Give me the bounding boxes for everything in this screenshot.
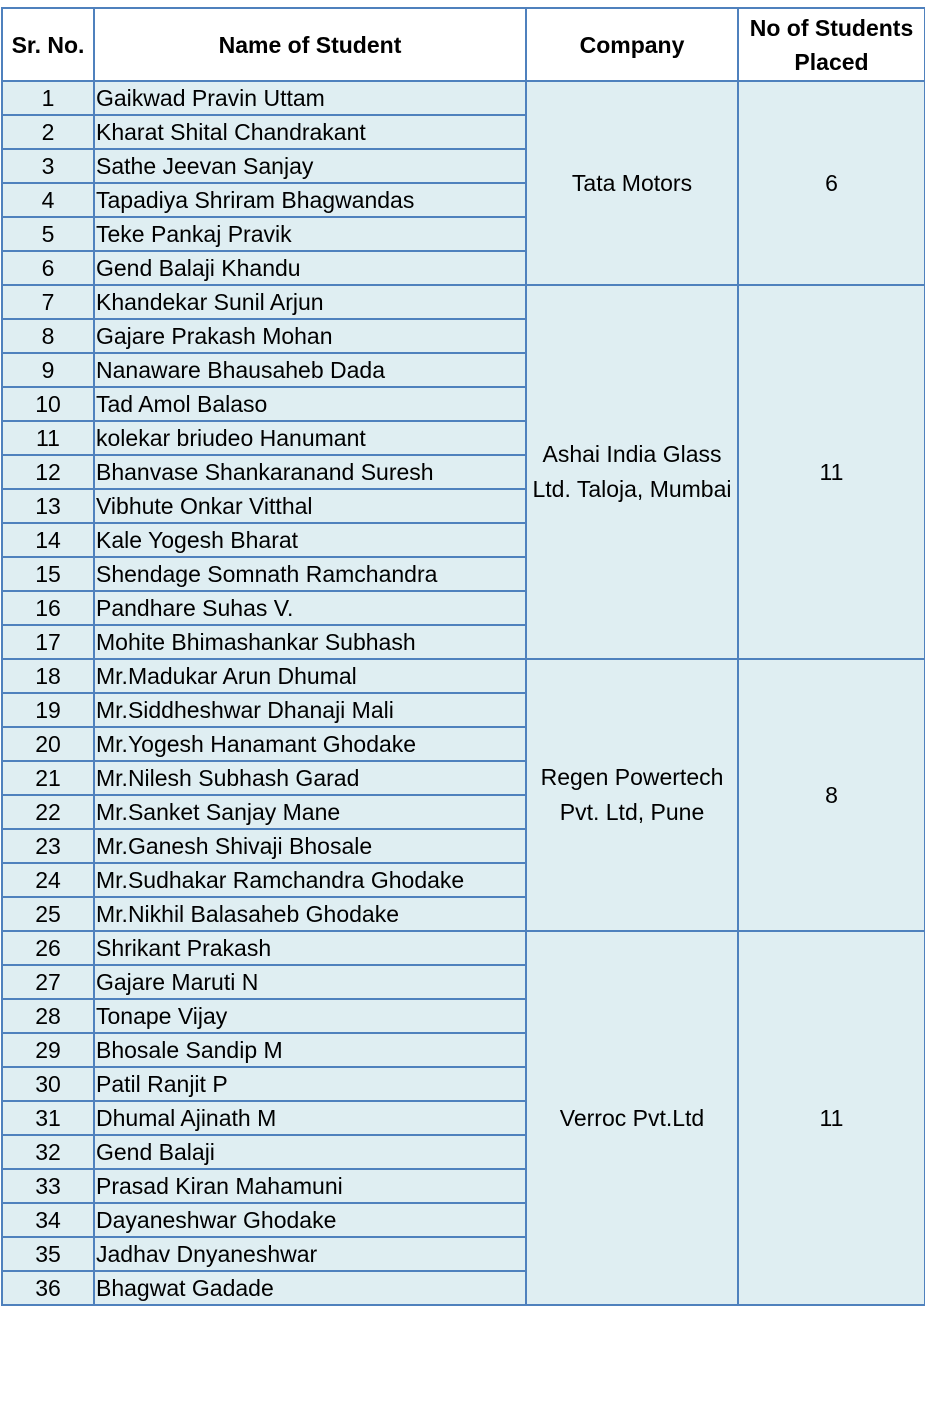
student-name-cell: Tapadiya Shriram Bhagwandas: [94, 183, 526, 217]
student-name-cell: Dhumal Ajinath M: [94, 1101, 526, 1135]
student-name-cell: Gend Balaji Khandu: [94, 251, 526, 285]
student-name-cell: Teke Pankaj Pravik: [94, 217, 526, 251]
sr-no-cell: 20: [2, 727, 94, 761]
sr-no-cell: 27: [2, 965, 94, 999]
placement-table: [1, 7, 925, 1306]
sr-no-cell: 9: [2, 353, 94, 387]
sr-no-cell: 18: [2, 659, 94, 693]
student-name-cell: Patil Ranjit P: [94, 1067, 526, 1101]
student-name-cell: Kale Yogesh Bharat: [94, 523, 526, 557]
sr-no-cell: 8: [2, 319, 94, 353]
header-company: Company: [526, 8, 738, 81]
sr-no-cell: 13: [2, 489, 94, 523]
table-body: [2, 81, 925, 1305]
sr-no-cell: 6: [2, 251, 94, 285]
students-placed-cell: 11: [738, 931, 925, 1305]
student-name-cell: Mohite Bhimashankar Subhash: [94, 625, 526, 659]
sr-no-cell: 3: [2, 149, 94, 183]
student-name-cell: Mr.Madukar Arun Dhumal: [94, 659, 526, 693]
student-name-cell: Gaikwad Pravin Uttam: [94, 81, 526, 115]
table-row: [2, 285, 925, 319]
student-name-cell: Tonape Vijay: [94, 999, 526, 1033]
company-cell: Ashai India Glass Ltd. Taloja, Mumbai: [526, 285, 738, 659]
student-name-cell: Khandekar Sunil Arjun: [94, 285, 526, 319]
student-name-cell: Bhosale Sandip M: [94, 1033, 526, 1067]
sr-no-cell: 36: [2, 1271, 94, 1305]
sr-no-cell: 30: [2, 1067, 94, 1101]
student-name-cell: Shendage Somnath Ramchandra: [94, 557, 526, 591]
student-name-cell: Mr.Sudhakar Ramchandra Ghodake: [94, 863, 526, 897]
sr-no-cell: 2: [2, 115, 94, 149]
company-cell: Verroc Pvt.Ltd: [526, 931, 738, 1305]
sr-no-cell: 17: [2, 625, 94, 659]
student-name-cell: Gend Balaji: [94, 1135, 526, 1169]
students-placed-cell: 11: [738, 285, 925, 659]
sr-no-cell: 19: [2, 693, 94, 727]
table-row: [2, 659, 925, 693]
sr-no-cell: 29: [2, 1033, 94, 1067]
students-placed-cell: 8: [738, 659, 925, 931]
sr-no-cell: 12: [2, 455, 94, 489]
sr-no-cell: 10: [2, 387, 94, 421]
sr-no-cell: 26: [2, 931, 94, 965]
sr-no-cell: 16: [2, 591, 94, 625]
student-name-cell: Mr.Nilesh Subhash Garad: [94, 761, 526, 795]
table-row: [2, 81, 925, 115]
header-students-placed: No of Students Placed: [738, 8, 925, 81]
student-name-cell: Mr.Nikhil Balasaheb Ghodake: [94, 897, 526, 931]
sr-no-cell: 11: [2, 421, 94, 455]
student-name-cell: Gajare Maruti N: [94, 965, 526, 999]
student-name-cell: Sathe Jeevan Sanjay: [94, 149, 526, 183]
company-cell: Regen Powertech Pvt. Ltd, Pune: [526, 659, 738, 931]
student-name-cell: Mr.Siddheshwar Dhanaji Mali: [94, 693, 526, 727]
student-name-cell: Bhanvase Shankaranand Suresh: [94, 455, 526, 489]
student-name-cell: kolekar briudeo Hanumant: [94, 421, 526, 455]
sr-no-cell: 32: [2, 1135, 94, 1169]
student-name-cell: Kharat Shital Chandrakant: [94, 115, 526, 149]
sr-no-cell: 5: [2, 217, 94, 251]
student-name-cell: Vibhute Onkar Vitthal: [94, 489, 526, 523]
header-sr-no: Sr. No.: [2, 8, 94, 81]
student-name-cell: Pandhare Suhas V.: [94, 591, 526, 625]
student-name-cell: Shrikant Prakash: [94, 931, 526, 965]
students-placed-cell: 6: [738, 81, 925, 285]
sr-no-cell: 15: [2, 557, 94, 591]
sr-no-cell: 24: [2, 863, 94, 897]
sr-no-cell: 23: [2, 829, 94, 863]
student-name-cell: Bhagwat Gadade: [94, 1271, 526, 1305]
sr-no-cell: 35: [2, 1237, 94, 1271]
sr-no-cell: 31: [2, 1101, 94, 1135]
sr-no-cell: 1: [2, 81, 94, 115]
student-name-cell: Mr.Ganesh Shivaji Bhosale: [94, 829, 526, 863]
header-row: [2, 8, 925, 81]
table-row: [2, 931, 925, 965]
company-cell: Tata Motors: [526, 81, 738, 285]
sr-no-cell: 33: [2, 1169, 94, 1203]
student-name-cell: Dayaneshwar Ghodake: [94, 1203, 526, 1237]
sr-no-cell: 28: [2, 999, 94, 1033]
sr-no-cell: 4: [2, 183, 94, 217]
header-student-name: Name of Student: [94, 8, 526, 81]
sr-no-cell: 22: [2, 795, 94, 829]
student-name-cell: Nanaware Bhausaheb Dada: [94, 353, 526, 387]
student-name-cell: Gajare Prakash Mohan: [94, 319, 526, 353]
sr-no-cell: 25: [2, 897, 94, 931]
student-name-cell: Tad Amol Balaso: [94, 387, 526, 421]
sr-no-cell: 21: [2, 761, 94, 795]
student-name-cell: Prasad Kiran Mahamuni: [94, 1169, 526, 1203]
student-name-cell: Mr.Sanket Sanjay Mane: [94, 795, 526, 829]
sr-no-cell: 34: [2, 1203, 94, 1237]
student-name-cell: Jadhav Dnyaneshwar: [94, 1237, 526, 1271]
sr-no-cell: 14: [2, 523, 94, 557]
sr-no-cell: 7: [2, 285, 94, 319]
student-name-cell: Mr.Yogesh Hanamant Ghodake: [94, 727, 526, 761]
